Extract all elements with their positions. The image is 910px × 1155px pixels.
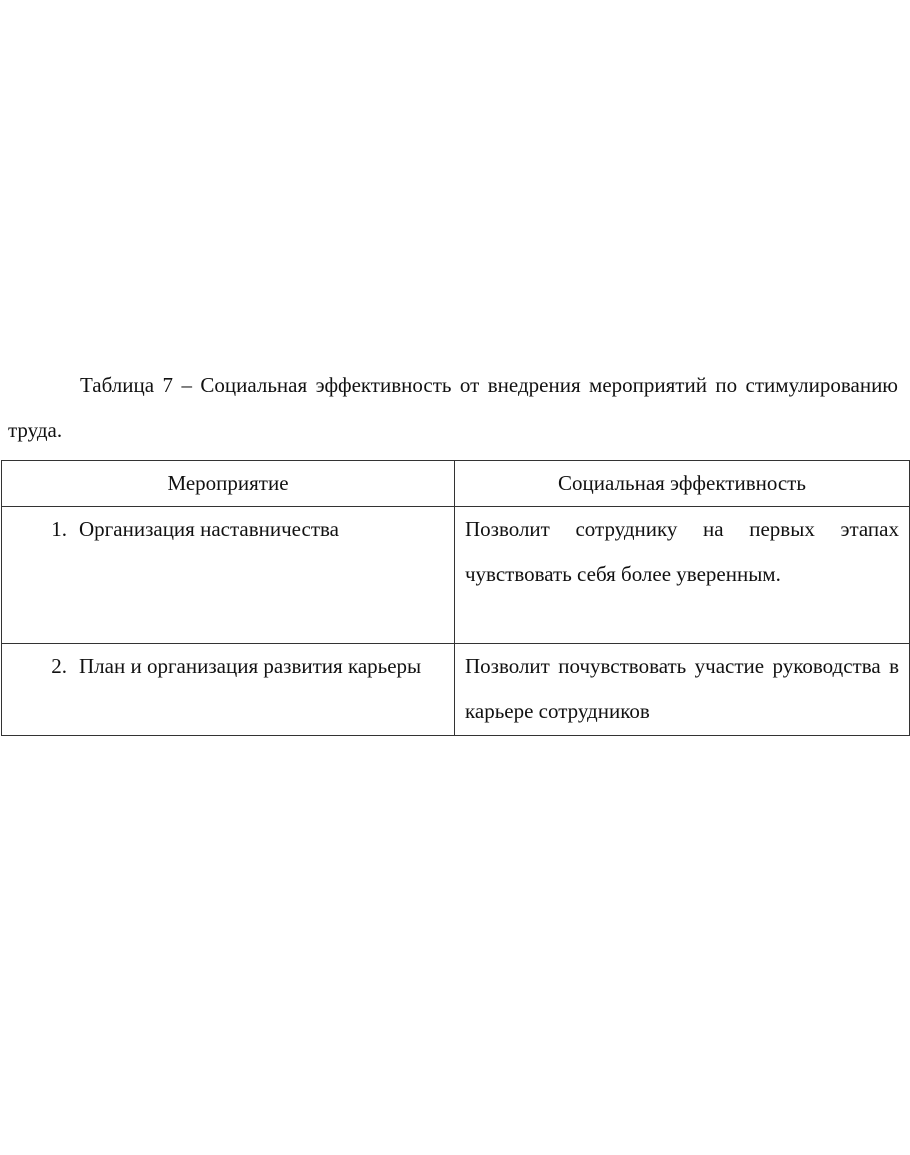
row-number: 2.	[51, 654, 67, 678]
effect-text: Позволит почувствовать участие руководства в карьере сотрудников	[465, 654, 899, 723]
table-header-row	[2, 461, 910, 507]
measure-text: План и организация развития карьеры	[79, 654, 422, 678]
measure-cell	[2, 507, 455, 644]
social-efficiency-table	[1, 460, 910, 736]
table-row	[2, 644, 910, 736]
measure-text: Организация наставничества	[79, 517, 339, 541]
column-header-effect: Социальная эффективность	[455, 461, 910, 507]
column-header-measure: Мероприятие	[2, 461, 455, 507]
effect-text: Позволит сотруднику на первых этапах чувствовать себя более уверенным.	[465, 517, 899, 586]
effect-cell	[455, 507, 910, 644]
row-number: 1.	[51, 517, 67, 541]
measure-cell	[2, 644, 455, 736]
table-caption: Таблица 7 – Социальная эффективность от внедрения мероприятий по стимулированию труда.	[8, 373, 898, 442]
effect-cell	[455, 644, 910, 736]
table-row	[2, 507, 910, 644]
